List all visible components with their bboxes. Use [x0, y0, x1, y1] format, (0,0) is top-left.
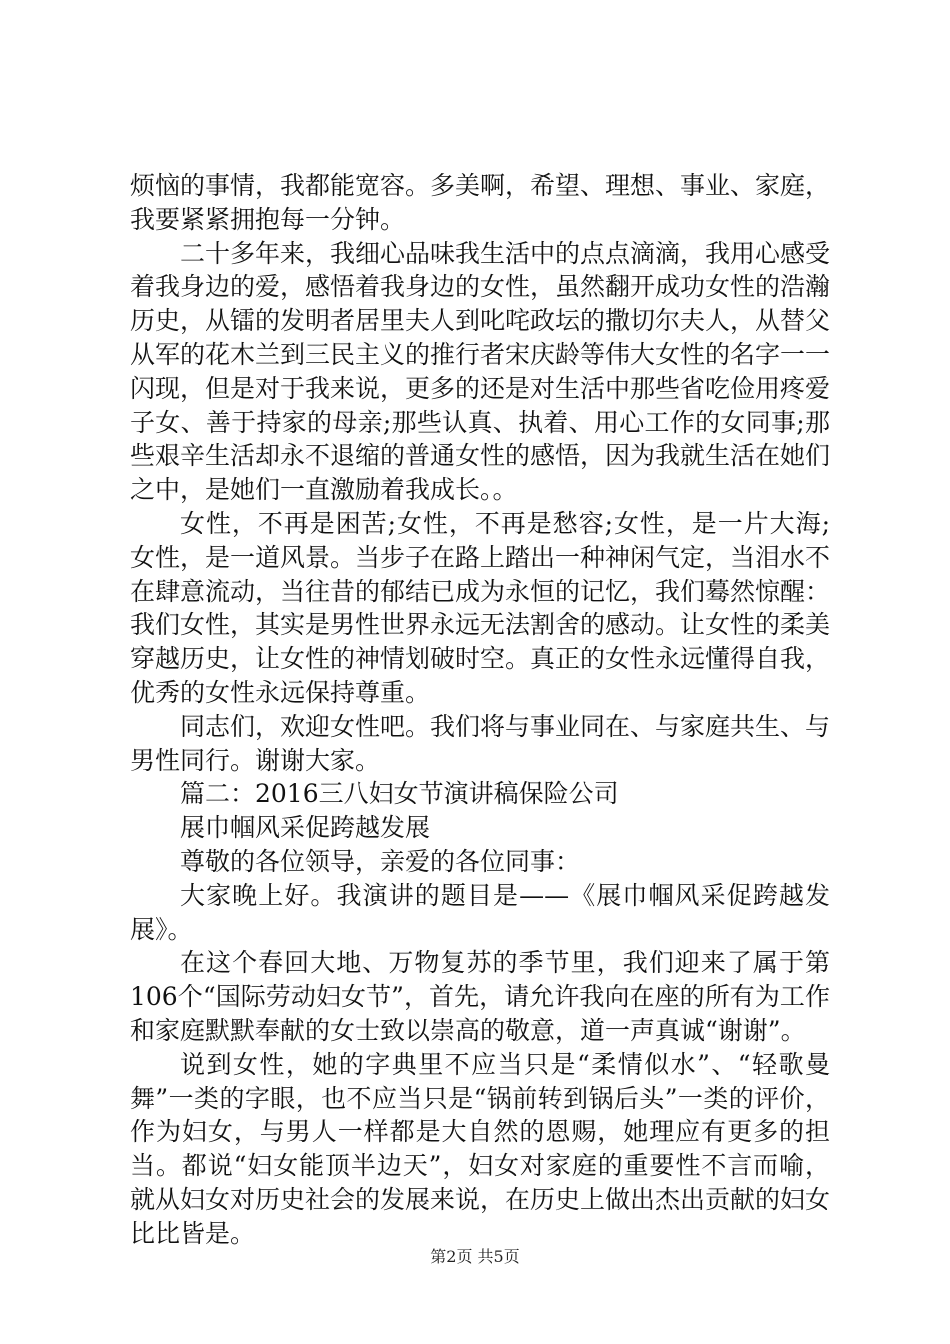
paragraph: 说到女性，她的字典里不应当只是“柔情似水”、“轻歌曼舞”一类的字眼，也不应当只是“锅前转到锅后头”一类的评价，作为妇女，与男人一样都是大自然的恩赐，她理应有更多的担当。都说“妇女能顶半边天”，妇女对家庭的重要性不言而喻，就从妇女对历史社会的发展来说，在历史上做出杰出贡献的妇女比比皆是。 — [130, 1049, 831, 1248]
section-heading: 篇二：2016三八妇女节演讲稿保险公司 — [180, 779, 619, 809]
paragraph: 烦恼的事情，我都能宽容。多美啊，希望、理想、事业、家庭，我要紧紧拥抱每一分钟。 — [130, 171, 831, 234]
paragraph: 大家晚上好。我演讲的题目是——《展巾帼风采促跨越发展》。 — [130, 880, 830, 944]
paragraph: 二十多年来，我细心品味我生活中的点点滴滴，我用心感受着我身边的爱，感悟着我身边的女性，虽然翻开成功女性的浩瀚历史，从镭的发明者居里夫人到叱咤政坛的撒切尔夫人，从替父从军的花木兰到三民主义的推行者宋庆龄等伟大女性的名字一一闪现，但是对于我来说，更多的还是对生活中那些省吃俭用疼爱子女、善于持家的母亲;那些认真、执着、用心工作的女同事;那些艰辛生活却永不退缩的普通女性的感悟，因为我就生活在她们之中，是她们一直激励着我成长。。 — [130, 238, 831, 505]
page-number-footer: 第2页 共5页 — [430, 1247, 520, 1266]
document-body — [130, 169, 830, 1251]
paragraph: 同志们，欢迎女性吧。我们将与事业同在、与家庭共生、与男性同行。谢谢大家。 — [130, 711, 831, 775]
paragraph: 女性，不再是困苦;女性，不再是愁容;女性，是一片大海;女性，是一道风景。当步子在路上踏出一种神闲气定，当泪水不在肆意流动，当往昔的郁结已成为永恒的记忆，我们蓦然惊醒：我们女性，其实是男性世界永远无法割舍的感动。让女性的柔美穿越历史，让女性的神情划破时空。真正的女性永远懂得自我，优秀的女性永远保持尊重。 — [130, 508, 831, 707]
speech-title: 展巾帼风采促跨越发展 — [180, 813, 431, 843]
salutation: 尊敬的各位领导，亲爱的各位同事： — [180, 846, 581, 876]
paragraph: 在这个春回大地、万物复苏的季节里，我们迎来了属于第106个“国际劳动妇女节”，首先，请允许我向在座的所有为工作和家庭默默奉献的女士致以崇高的敬意，道一声真诚“谢谢”。 — [130, 948, 830, 1045]
